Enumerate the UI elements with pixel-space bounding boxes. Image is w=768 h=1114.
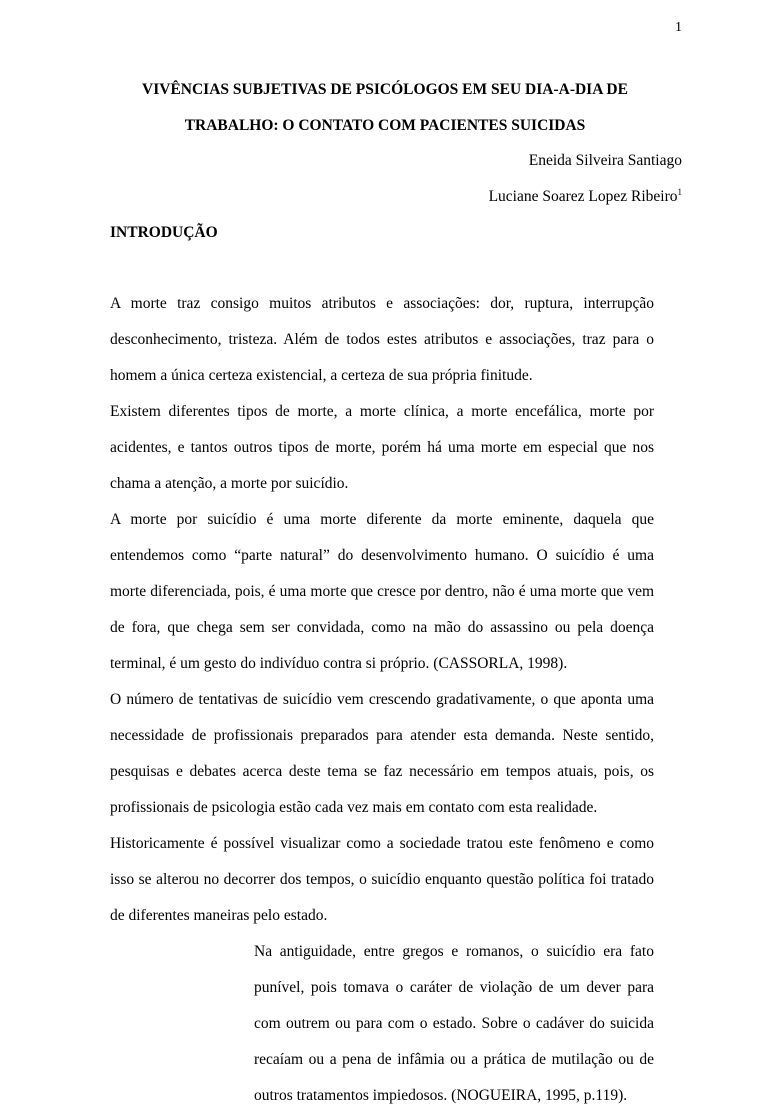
paragraph-4: O número de tentativas de suicídio vem crescendo gradativamente, o que aponta uma necessidade de profissionais preparados para atender esta demanda. Neste sentido, pesquisas e debates acerca deste tema se faz necessário em tempos atuais, pois, os profissionais de psicologia estão cada vez mais em contato com esta realidade. (110, 691, 654, 816)
section-heading: INTRODUÇÃO (110, 224, 218, 241)
paragraph-3: A morte por suicídio é uma morte diferente da morte eminente, daquela que entendemos como “parte natural” do desenvolvimento humano. O suicídio é uma morte diferenciada, pois, é uma morte que cresce por dentro, não é uma morte que vem de fora, que chega sem ser convidada, como na mão do assassino ou pela doença terminal, é um gesto do indivíduo contra si próprio. (CASSORLA, 1998). (110, 511, 654, 672)
body-text (110, 286, 654, 1114)
author-list (489, 143, 682, 215)
title-line-2: TRABALHO: O CONTATO COM PACIENTES SUICIDAS (184, 117, 586, 134)
author-2 (489, 179, 682, 215)
footnote-marker: 1 (677, 187, 682, 197)
paper-title (110, 72, 660, 144)
paragraph-2: Existem diferentes tipos de morte, a morte clínica, a morte encefálica, morte por acidentes, e tantos outros tipos de morte, porém há uma morte em especial que nos chama a atenção, a morte por suicídio. (110, 403, 654, 492)
block-quote: Na antiguidade, entre gregos e romanos, o suicídio era fato punível, pois tomava o caráter de violação de um dever para com outrem ou para com o estado. Sobre o cadáver do suicida recaíam ou a pena de infâmia ou a prática de mutilação ou de outros tratamentos impiedosos. (NOGUEIRA, 1995, p.119). (254, 943, 654, 1104)
author-2-name: Luciane Soarez Lopez Ribeiro (488, 188, 678, 205)
title-line-1: VIVÊNCIAS SUBJETIVAS DE PSICÓLOGOS EM SEU DIA-A-DIA DE (142, 81, 628, 98)
author-1: Eneida Silveira Santiago (528, 152, 682, 169)
paragraph-1: A morte traz consigo muitos atributos e associações: dor, ruptura, interrupção desconhecimento, tristeza. Além de todos estes atributos e associações, traz para o homem a única certeza existencial, a certeza de sua própria finitude. (110, 295, 654, 384)
page-number: 1 (675, 20, 682, 35)
paragraph-5: Historicamente é possível visualizar como a sociedade tratou este fenômeno e como isso se alterou no decorrer dos tempos, o suicídio enquanto questão política foi tratado de diferentes maneiras pelo estado. (110, 835, 654, 924)
